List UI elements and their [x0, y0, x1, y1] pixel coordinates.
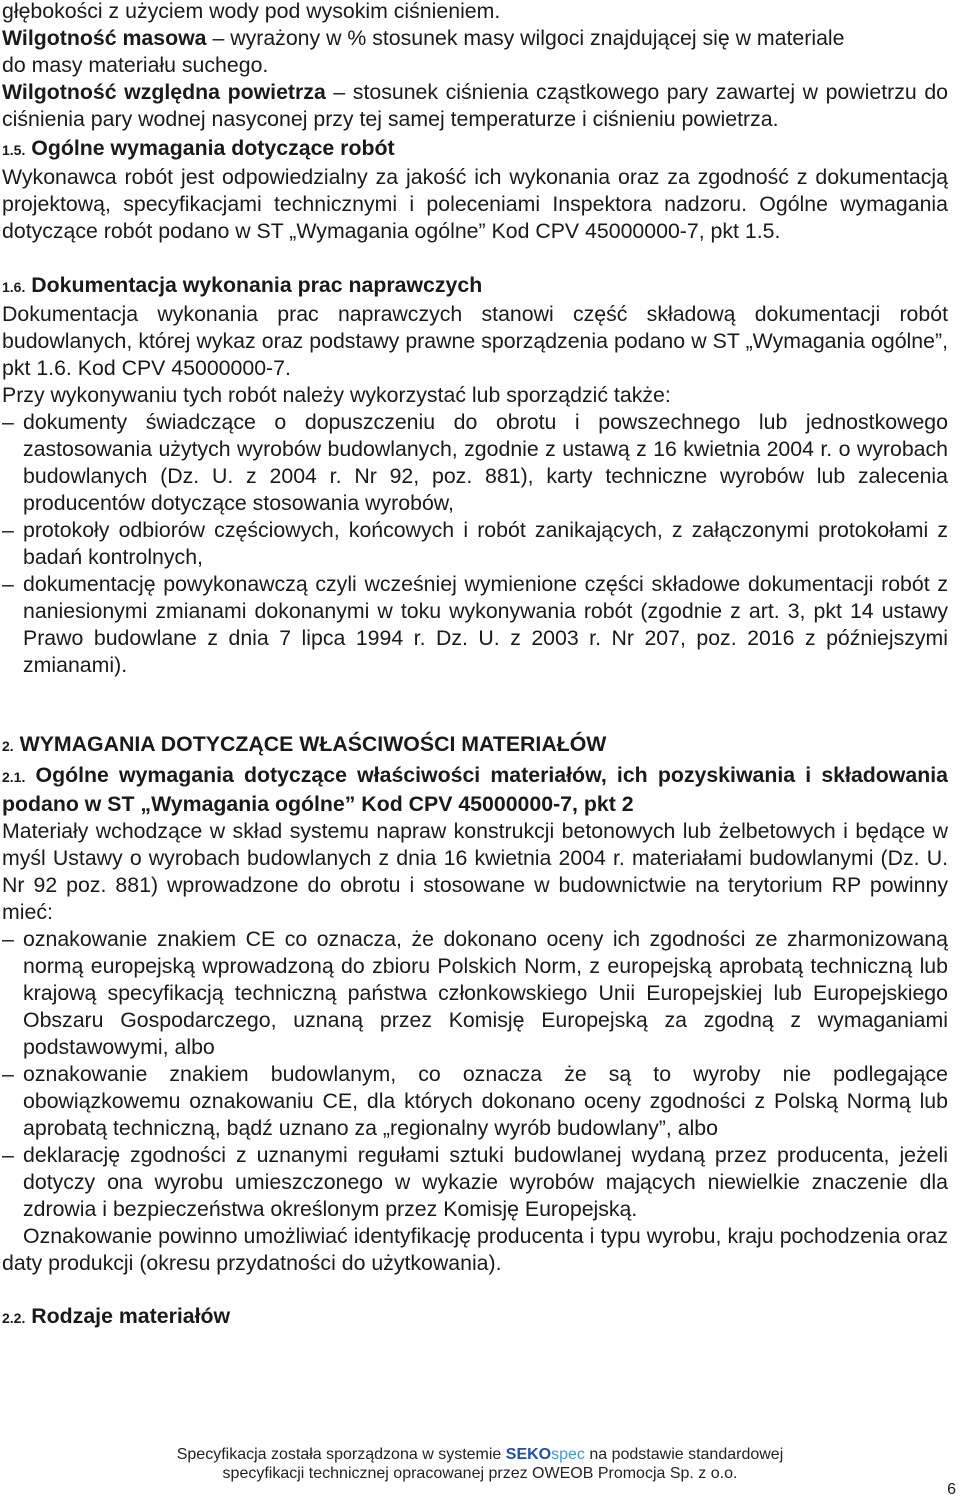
definition-wilgotnosc-wzgledna: Wilgotność względna powietrza – stosunek ciśnienia cząstkowego pary zawartej w powietrzu do ciśnienia pary wodnej nasyconej przy tej samej temperaturze i ciśnieniu powietrza.: [2, 80, 949, 131]
section-heading-2: 2. WYMAGANIA DOTYCZĄCE WŁAŚCIWOŚCI MATERIAŁÓW: [2, 732, 607, 756]
sekospec-logo: SEKO: [505, 1446, 552, 1463]
footer-line-1: Specyfikacja została sporządzona w systemie SEKOspec na podstawie standardowej: [176, 1446, 784, 1463]
list-item: – protokoły odbiorów częściowych, końcowych i robót zanikających, z załączonymi protokołami z badań kontrolnych,: [2, 518, 948, 569]
term: Wilgotność masowa: [2, 26, 207, 50]
definition-wilgotnosc-masowa: Wilgotność masowa – wyrażony w % stosunek masy wilgoci znajdującej się w materiale do masy materiału suchego.: [2, 26, 845, 77]
section-heading-2-1: 2.1. Ogólne wymagania dotyczące właściwości materiałów, ich pozyskiwania i składowania podano w ST „Wymagania ogólne” Kod CPV 45000000-7, pkt 2: [2, 763, 948, 816]
section-2-1-closing: Oznakowanie powinno umożliwiać identyfikację producenta i typu wyrobu, kraju pochodzenia oraz daty produkcji (okresu przydatności do użytkowania).: [2, 1224, 948, 1275]
section-1-6-intro: Przy wykonywaniu tych robót należy wykorzystać lub sporządzić także:: [2, 383, 671, 407]
document-page: [2, 0, 948, 1332]
list-item: – dokumentację powykonawczą czyli wcześniej wymienione części składowe dokumentacji robót z naniesionymi zmianami dokonanymi w toku wykonywania robót (zgodnie z art. 3, pkt 14 ustawy Prawo budowlane z dnia 7 lipca 1994 r. Dz. U. z 2003 r. Nr 207, poz. 2016 z późniejszymi zmianami).: [2, 572, 948, 677]
section-heading-1-6: 1.6. Dokumentacja wykonania prac naprawczych: [2, 273, 483, 297]
list-item: – oznakowanie znakiem CE co oznacza, że dokonano oceny ich zgodności ze zharmonizowaną normą europejską wprowadzoną do zbioru Polskich Norm, z europejską aprobatą techniczną lub krajową specyfikacją techniczną państwa członkowskiego Unii Europejskiej lub Europejskiego Obszaru Gospodarczego, uznaną przez Komisję Europejską za zgodną z wymaganiami podstawowymi, albo: [2, 927, 948, 1059]
footer-line-2: specyfikacji technicznej opracowanej przez OWEOB Promocja Sp. z o.o.: [222, 1465, 738, 1482]
list-item: – dokumenty świadczące o dopuszczeniu do obrotu i powszechnego lub jednostkowego zastosowania użytych wyrobów budowlanych, zgodnie z ustawą z 16 kwietnia 2004 r. o wyrobach budowlanych (Dz. U. z 2004 r. Nr 92, poz. 881), karty techniczne wyrobów lub zalecenia producentów dotyczące stosowania wyrobów,: [2, 410, 948, 515]
section-1-5-body: Wykonawca robót jest odpowiedzialny za jakość ich wykonania oraz za zgodność z dokumentacją projektową, specyfikacjami technicznymi i poleceniami Inspektora nadzoru. Ogólne wymagania dotyczące robót podano w ST „Wymagania ogólne” Kod CPV 45000000-7, pkt 1.5.: [2, 165, 948, 243]
list-item: – deklarację zgodności z uznanymi regułami sztuki budowlanej wydaną przez producenta, jeżeli dotyczy ona wyrobu umieszczonego w wykazie wyrobów mających niewielkie znaczenie dla zdrowia i bezpieczeństwa określonym przez Komisję Europejską.: [2, 1143, 948, 1221]
section-1-6-body: Dokumentacja wykonania prac naprawczych stanowi część składową dokumentacji robót budowlanych, której wykaz oraz podstawy prawne sporządzenia podano w ST „Wymagania ogólne”, pkt 1.6. Kod CPV 45000000-7.: [2, 302, 948, 380]
section-2-1-body: Materiały wchodzące w skład systemu napraw konstrukcji betonowych lub żelbetowych i będące w myśl Ustawy o wyrobach budowlanych z dnia 16 kwietnia 2004 r. materiałami budowlanymi (Dz. U. Nr 92 poz. 881) wprowadzone do obrotu i stosowane w budownictwie na terytorium RP powinny mieć:: [2, 819, 948, 924]
section-heading-1-5: 1.5. Ogólne wymagania dotyczące robót: [2, 136, 395, 160]
sekospec-logo-suffix: spec: [551, 1446, 585, 1463]
text-line: głębokości z użyciem wody pod wysokim ciśnieniem.: [2, 0, 501, 23]
term: Wilgotność względna powietrza: [2, 80, 326, 104]
list-item: – oznakowanie znakiem budowlanym, co oznacza że są to wyroby nie podlegające obowiązkowemu oznakowaniu CE, dla których dokonano oceny zgodności z Polską Normą lub aprobatą techniczną, bądź uznano za „regionalny wyrób budowlany”, albo: [2, 1062, 948, 1140]
page-number: 6: [947, 1481, 956, 1498]
page-footer: [0, 1445, 960, 1483]
section-heading-2-2: 2.2. Rodzaje materiałów: [2, 1304, 231, 1328]
